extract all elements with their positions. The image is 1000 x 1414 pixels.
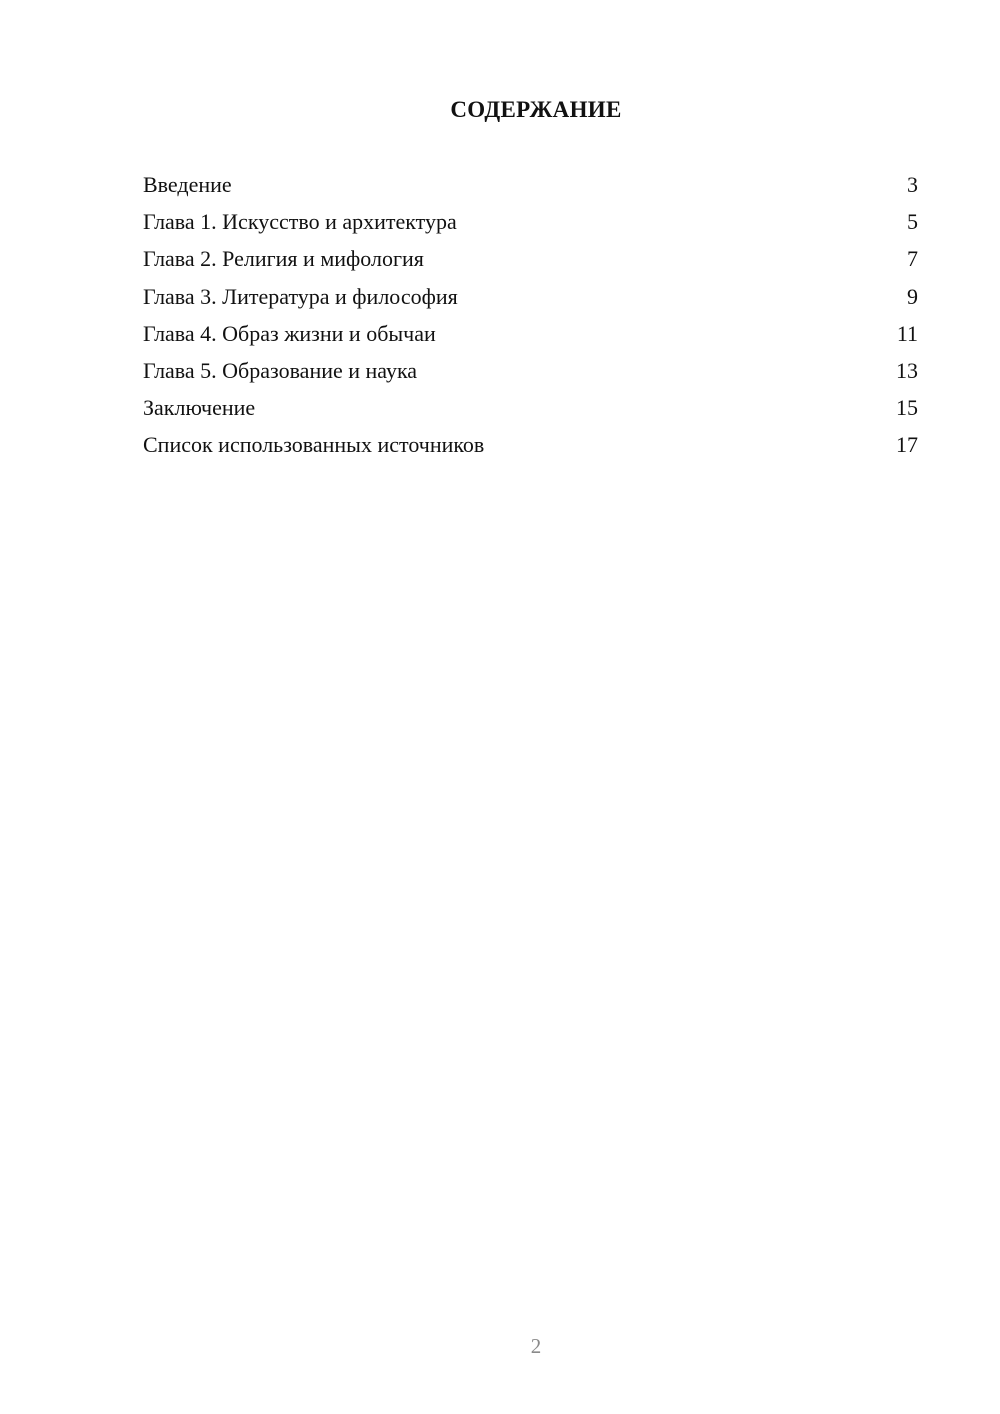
toc-entry-chapter-3[interactable] [143, 280, 918, 317]
toc-entry-label: Глава 2. Религия и мифология [143, 246, 424, 272]
toc-entry-label: Список использованных источников [143, 432, 485, 458]
toc-entry-introduction[interactable] [143, 168, 918, 205]
toc-entry-page: 15 [896, 395, 918, 421]
toc-entry-label: Заключение [143, 395, 256, 421]
toc-entry-references[interactable] [143, 428, 918, 465]
toc-entry-chapter-5[interactable] [143, 354, 918, 391]
toc-entry-page: 17 [896, 432, 918, 458]
toc-title: СОДЕРЖАНИЕ [450, 97, 622, 122]
toc-entry-page: 7 [907, 246, 918, 272]
toc-entry-label: Глава 5. Образование и наука [143, 357, 418, 383]
toc-entry-page: 5 [907, 209, 918, 235]
toc-entry-label: Глава 4. Образ жизни и обычаи [143, 320, 436, 346]
toc-entry-label: Введение [143, 172, 232, 197]
toc-entry-chapter-1[interactable] [143, 205, 918, 242]
toc-entry-chapter-4[interactable] [143, 317, 918, 354]
toc-entry-page: 9 [907, 283, 918, 309]
toc-entry-chapter-2[interactable] [143, 242, 918, 279]
toc-entry-label: Глава 1. Искусство и архитектура [143, 209, 457, 235]
page-number: 2 [530, 1334, 542, 1358]
toc-entry-page: 13 [896, 357, 918, 383]
toc-list [143, 168, 918, 466]
toc-entry-page: 11 [896, 320, 918, 346]
toc-entry-conclusion[interactable] [143, 391, 918, 428]
toc-entry-label: Глава 3. Литература и философия [143, 283, 458, 309]
toc-entry-page: 3 [907, 172, 918, 197]
